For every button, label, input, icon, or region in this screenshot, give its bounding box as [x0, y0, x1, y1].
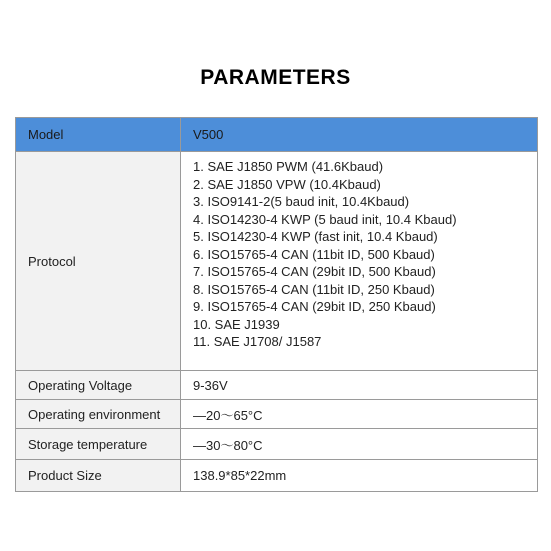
table-row-model [16, 118, 538, 152]
protocol-item: 6. ISO15765-4 CAN (11bit ID, 500 Kbaud) [193, 246, 435, 262]
protocol-item: 5. ISO14230-4 KWP (fast init, 10.4 Kbaud) [193, 229, 438, 244]
protocol-item: 8. ISO15765-4 CAN (11bit ID, 250 Kbaud) [193, 281, 435, 297]
storage-value: —30～80°C [181, 429, 538, 460]
size-label: Product Size [16, 460, 181, 492]
page-title: PARAMETERS [200, 66, 351, 89]
protocol-value [181, 152, 538, 371]
table-row-storage [16, 429, 538, 460]
protocol-item: 3. ISO9141-2(5 baud init, 10.4Kbaud) [193, 194, 410, 209]
protocol-item: 11. SAE J1708/ J1587 [193, 334, 322, 349]
model-value: V500 [181, 118, 538, 152]
size-value: 138.9*85*22mm [181, 460, 538, 492]
table-row-protocol [16, 152, 538, 371]
protocol-label: Protocol [16, 152, 181, 371]
table-row-size [16, 460, 538, 492]
parameters-table [15, 117, 538, 492]
protocol-item: 7. ISO15765-4 CAN (29bit ID, 500 Kbaud) [193, 264, 436, 279]
voltage-value: 9-36V [181, 371, 538, 400]
protocol-item: 10. SAE J1939 [193, 316, 280, 332]
environment-value: —20～65°C [181, 400, 538, 429]
voltage-label: Operating Voltage [16, 371, 181, 400]
protocol-item: 2. SAE J1850 VPW (10.4Kbaud) [193, 176, 381, 192]
environment-label: Operating environment [16, 400, 181, 429]
protocol-list [193, 158, 537, 351]
model-label: Model [16, 118, 181, 152]
storage-label: Storage temperature [16, 429, 181, 460]
protocol-item: 9. ISO15765-4 CAN (29bit ID, 250 Kbaud) [193, 299, 436, 314]
protocol-item: 4. ISO14230-4 KWP (5 baud init, 10.4 Kbaud) [193, 211, 457, 227]
table-row-voltage [16, 371, 538, 400]
protocol-item: 1. SAE J1850 PWM (41.6Kbaud) [193, 159, 384, 174]
table-row-environment [16, 400, 538, 429]
